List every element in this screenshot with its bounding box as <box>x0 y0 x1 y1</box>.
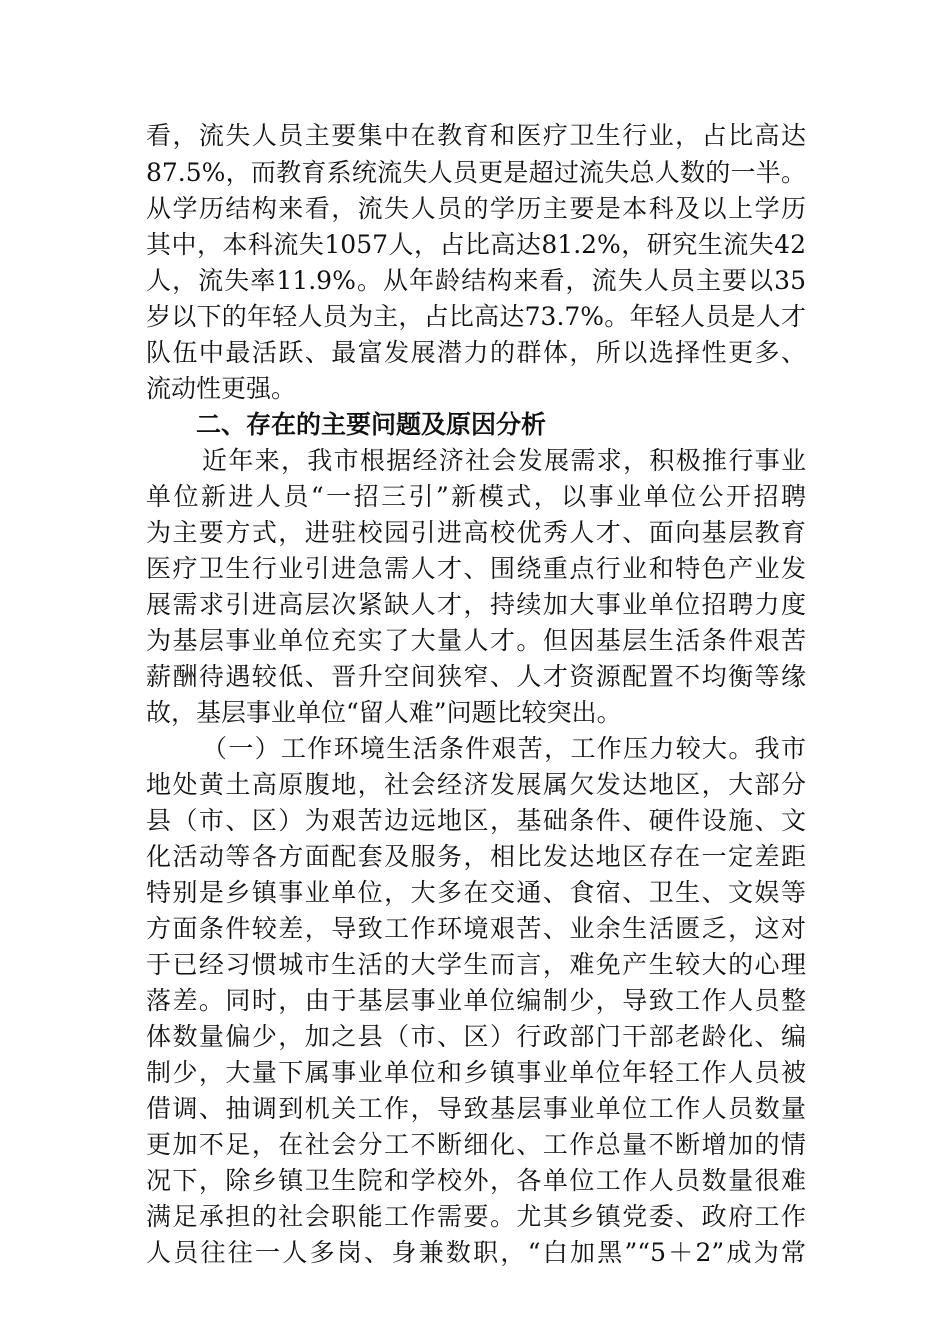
text-line: 87.5%，而教育系统流失人员更是超过流失总人数的一半。 <box>146 158 806 187</box>
text-line: 队伍中最活跃、最富发展潜力的群体，所以选择性更多、 <box>146 338 806 367</box>
text-line: 况下，除乡镇卫生院和学校外，各单位工作人员数量很难 <box>146 1166 806 1195</box>
text-line: 制少，大量下属事业单位和乡镇事业单位年轻工作人员被 <box>146 1058 806 1087</box>
text-line: 借调、抽调到机关工作，导致基层事业单位工作人员数量 <box>146 1094 806 1123</box>
text-line: 满足承担的社会职能工作需要。尤其乡镇党委、政府工作 <box>146 1202 806 1231</box>
text-line: 为基层事业单位充实了大量人才。但因基层生活条件艰苦 <box>146 626 806 655</box>
text-line: 岁以下的年轻人员为主，占比高达73.7%。年轻人员是人才 <box>146 302 806 331</box>
text-line: 人，流失率11.9%。从年龄结构来看，流失人员主要以35 <box>146 266 806 295</box>
text-line: 落差。同时，由于基层事业单位编制少，导致工作人员整 <box>146 986 806 1015</box>
subsection-first-line: （一）工作环境生活条件艰苦，工作压力较大。我市 <box>202 734 806 763</box>
text-line: 单位新进人员“一招三引”新模式，以事业单位公开招聘 <box>146 482 806 511</box>
text-line: 为主要方式，进驻校园引进高校优秀人才、面向基层教育 <box>146 518 806 547</box>
text-line: 看，流失人员主要集中在教育和医疗卫生行业，占比高达 <box>146 121 806 150</box>
text-line: 于已经习惯城市生活的大学生而言，难免产生较大的心理 <box>146 950 806 979</box>
text-line: 方面条件较差，导致工作环境艰苦、业余生活匮乏，这对 <box>146 914 806 943</box>
text-line: 更加不足，在社会分工不断细化、工作总量不断增加的情 <box>146 1130 806 1159</box>
section-heading: 二、存在的主要问题及原因分析 <box>196 410 547 439</box>
text-line: 人员往往一人多岗、身兼数职，“白加黑”“5＋2”成为常 <box>146 1238 806 1267</box>
text-line: 体数量偏少，加之县（市、区）行政部门干部老龄化、编 <box>146 1022 806 1051</box>
text-line: 流动性更强。 <box>146 374 297 403</box>
text-line: 展需求引进高层次紧缺人才，持续加大事业单位招聘力度 <box>146 590 806 619</box>
text-line: 化活动等各方面配套及服务，相比发达地区存在一定差距 <box>146 842 806 871</box>
text-line: 特别是乡镇事业单位，大多在交通、食宿、卫生、文娱等 <box>146 878 806 907</box>
paragraph-first-line: 近年来，我市根据经济社会发展需求，积极推行事业 <box>202 446 806 475</box>
text-line: 从学历结构来看，流失人员的学历主要是本科及以上学历 <box>146 194 806 223</box>
text-line: 薪酬待遇较低、晋升空间狭窄、人才资源配置不均衡等缘 <box>146 662 806 691</box>
text-line: 故，基层事业单位“留人难”问题比较突出。 <box>146 698 622 727</box>
text-line: 其中，本科流失1057人，占比高达81.2%，研究生流失42 <box>146 230 806 259</box>
text-line: 医疗卫生行业引进急需人才、围绕重点行业和特色产业发 <box>146 554 806 583</box>
text-line: 地处黄土高原腹地，社会经济发展属欠发达地区，大部分 <box>146 770 806 799</box>
text-line: 县（市、区）为艰苦边远地区，基础条件、硬件设施、文 <box>146 806 806 835</box>
